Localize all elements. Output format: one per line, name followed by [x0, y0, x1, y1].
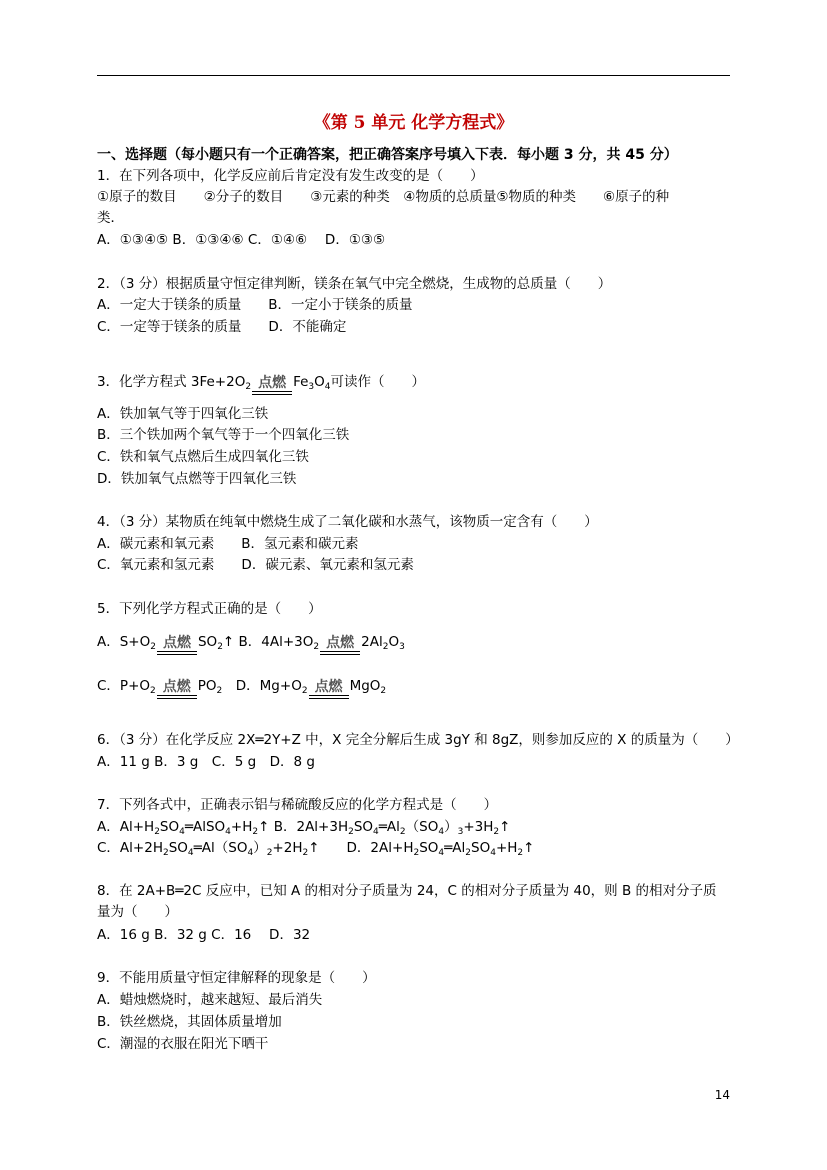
text-line: A．铁加氧气等于四氧化三铁	[97, 406, 269, 422]
subscript: 2	[150, 686, 156, 696]
text-line: B．三个铁加两个氧气等于一个四氧化三铁	[97, 427, 350, 443]
option-b-part: B．2Al+3H	[269, 819, 349, 835]
subscript: 4	[324, 382, 331, 392]
subscript: 2	[302, 848, 309, 858]
subscript: 4	[225, 827, 231, 837]
page-title: 《第 5 单元 化学方程式》	[313, 113, 514, 133]
text-line: A．一定大于镁条的质量 B．一定小于镁条的质量	[97, 297, 413, 313]
subscript: 3	[457, 827, 464, 837]
text-line: A．蜡烛燃烧时，越来越短、最后消失	[97, 992, 323, 1008]
condition-label: 点燃	[162, 679, 191, 695]
text-line: D．铁加氧气点燃等于四氧化三铁	[97, 471, 297, 487]
option-c-label: C．P+O	[97, 678, 151, 694]
subscript: 2	[380, 686, 387, 696]
header-rule	[97, 75, 730, 76]
text-line: 6．（3 分）在化学反应 2X═2Y+Z 中，X 完全分解后生成 3gY 和 8gZ，则参加反应的 X 的质量为（ ）	[97, 732, 739, 748]
option-d-label: D．Mg+O	[222, 678, 302, 694]
subscript: 4	[247, 848, 254, 858]
option-c-part: ）	[253, 840, 267, 856]
subscript: 4	[187, 848, 194, 858]
question-3: 3．化学方程式 $3Fe+2O_2$ 点燃 $Fe_3O_4$可读作（ ）	[97, 372, 737, 397]
q3-reactants: 3．化学方程式 3Fe+2O	[97, 374, 246, 390]
option-c-part: SO	[168, 840, 188, 856]
option-a-part: A．Al+H	[97, 819, 155, 835]
subscript: 3	[308, 382, 315, 392]
text-line: 2．（3 分）根据质量守恒定律判断，镁条在氧气中完全燃烧，生成物的总质量（ ）	[97, 276, 612, 292]
text-line: A．碳元素和氧元素 B．氢元素和碳元素	[97, 536, 359, 552]
text-line: C．铁和氧气点燃后生成四氧化三铁	[97, 449, 309, 465]
condition-label: 点燃	[162, 635, 191, 651]
text-line: 4．（3 分）某物质在纯氧中燃烧生成了二氧化碳和水蒸气，该物质一定含有（ ）	[97, 514, 598, 530]
subscript: 2	[465, 848, 471, 858]
subscript: 4	[490, 848, 496, 858]
section-heading: 一、选择题（每小题只有一个正确答案，把正确答案序号填入下表．每小题 3 分，共 45 分）	[97, 147, 678, 163]
text-line: B．铁丝燃烧，其固体质量增加	[97, 1014, 282, 1030]
option-d-product: MgO	[349, 678, 381, 694]
subscript: 2	[150, 642, 156, 652]
option-b-tail: O	[388, 634, 400, 650]
option-b-part: ）	[444, 819, 458, 835]
subscript: 4	[373, 827, 379, 837]
option-d-part: SO	[419, 840, 439, 856]
q3-suffix: 可读作（ ）	[330, 374, 426, 390]
q3-product: Fe	[293, 374, 309, 390]
subscript: 2	[217, 642, 223, 652]
subscript: 3	[399, 642, 405, 652]
gas-arrow: ↑	[222, 634, 235, 650]
text-line: A．16 g B．32 g C．16 D．32	[97, 927, 311, 943]
page-number: 14	[714, 1088, 730, 1102]
subscript: 2	[493, 827, 500, 837]
gas-arrow: ↑	[258, 819, 270, 835]
subscript: 2	[162, 848, 169, 858]
condition-label: 点燃	[326, 635, 355, 651]
option-d-part: +H	[495, 840, 518, 856]
reaction-arrow	[157, 680, 197, 699]
subscript: 2	[154, 827, 160, 837]
option-c-part: +2H	[272, 840, 303, 856]
q5-options-cd	[97, 676, 737, 701]
gas-arrow: ↑	[523, 840, 535, 856]
subscript: 2	[245, 382, 252, 392]
reaction-arrow	[320, 636, 360, 655]
option-a-part: ═AlSO	[184, 819, 226, 835]
option-d-part: SO	[471, 840, 491, 856]
option-d-part: D．2Al+H	[319, 840, 414, 856]
condition-label: 点燃	[314, 679, 343, 695]
option-c-part: C．Al+2H	[97, 840, 163, 856]
option-a-part: +H	[230, 819, 253, 835]
subscript: 2	[413, 848, 420, 858]
subscript: 4	[438, 827, 445, 837]
text-line: 8．在 2A+B═2C 反应中，已知 A 的相对分子质量为 24，C 的相对分子质量为 40，则 B 的相对分子质	[97, 883, 717, 899]
q5-options-ab	[97, 632, 737, 657]
text-line: ①原子的数目 ②分子的数目 ③元素的种类 ④物质的总质量⑤物质的种类 ⑥原子的种	[97, 189, 670, 205]
reaction-arrow	[157, 636, 197, 655]
text-line: 5．下列化学方程式正确的是（ ）	[97, 601, 322, 617]
option-b-part: （SO	[405, 819, 439, 835]
subscript: 4	[179, 827, 185, 837]
subscript: 2	[399, 827, 406, 837]
text-line: C．氧元素和氢元素 D．碳元素、氧元素和氢元素	[97, 557, 414, 573]
subscript: 2	[348, 827, 354, 837]
text-line: C．潮湿的衣服在阳光下晒干	[97, 1036, 269, 1052]
subscript: 2	[313, 642, 320, 652]
option-b-part: SO	[353, 819, 374, 835]
subscript: 2	[266, 848, 273, 858]
subscript: 4	[438, 848, 445, 858]
option-c-product: PO	[197, 678, 217, 694]
option-b-label: B．4Al+3O	[234, 634, 314, 650]
reaction-arrow	[252, 376, 292, 395]
gas-arrow: ↑	[308, 840, 320, 856]
text-line: C．一定等于镁条的质量 D．不能确定	[97, 319, 347, 335]
subscript: 2	[301, 686, 308, 696]
option-d-part: ═Al	[444, 840, 466, 856]
text-line: A．①③④⑤ B．①③④⑥ C．①④⑥ D．①③⑤	[97, 232, 386, 248]
option-b-part: ═Al	[378, 819, 400, 835]
subscript: 2	[216, 686, 223, 696]
subscript: 2	[382, 642, 389, 652]
condition-label: 点燃	[258, 375, 287, 391]
option-a-label: A．S+O	[97, 634, 151, 650]
text-line: 1．在下列各项中，化学反应前后肯定没有发生改变的是（ ）	[97, 168, 484, 184]
option-c-part: ═Al（SO	[193, 840, 248, 856]
q7-options-cd	[97, 838, 737, 863]
option-a-product: SO	[197, 634, 218, 650]
subscript: 2	[517, 848, 524, 858]
text-line: 量为（ ）	[97, 904, 178, 920]
subscript: 2	[252, 827, 259, 837]
gas-arrow: ↑	[499, 819, 511, 835]
text-line: 类．	[97, 210, 124, 226]
text-line: 7．下列各式中，正确表示铝与稀硫酸反应的化学方程式是（ ）	[97, 797, 498, 813]
text-line: A．11 g B．3 g C．5 g D．8 g	[97, 754, 315, 770]
reaction-arrow	[309, 680, 349, 699]
option-b-product: 2Al	[361, 634, 383, 650]
option-a-part: SO	[159, 819, 180, 835]
option-b-part: +3H	[463, 819, 494, 835]
text-line: 9．不能用质量守恒定律解释的现象是（ ）	[97, 970, 376, 986]
